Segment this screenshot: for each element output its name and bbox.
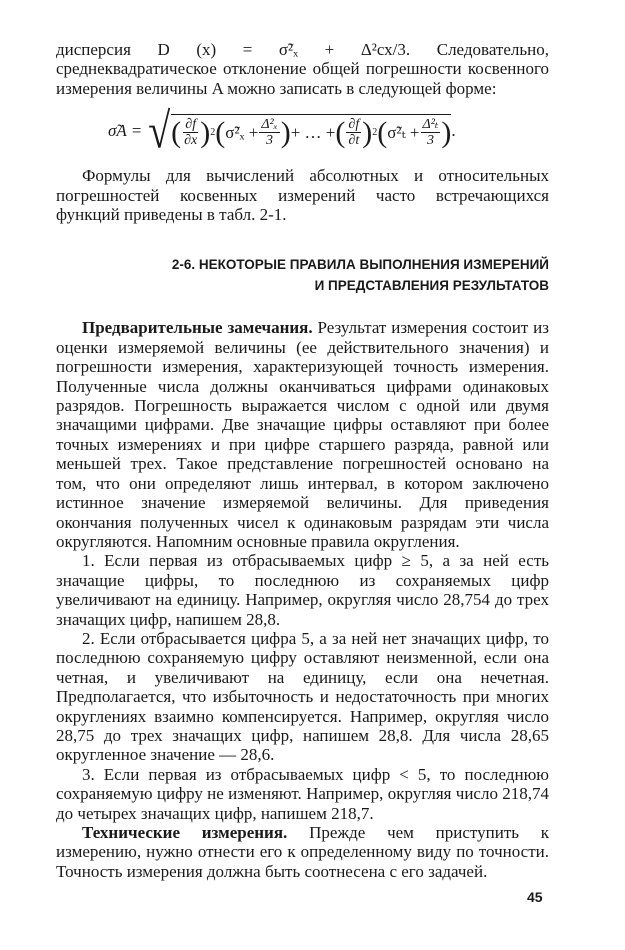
df-dx-fraction: $\frac{\partial f}{\partial x}$ [184,117,198,149]
section-heading [56,254,549,296]
formula-radicand: ( $\frac{\partial f}{\partial x}$ ) 2 ( σ̃²ₓ + $\frac{\text{Δ²ₓ}}{3}$ ) + … + ( $\frac{\partial f}{\partial t}$ ) 2 ( σ̃²ₜ + $\frac{\text{Δ²ₜ}}{3}$ ) [171,115,452,149]
formula-middle: + … + [290,122,336,142]
delta-x-fraction: $\frac{\text{Δ²ₓ}}{3}$ [261,117,278,149]
preliminary-text: Результат измерения состоит из оценки измеряемой величины (ее действительного значения) и погрешности измерения, характеризующей точность измерения. Полученные числа должны оканчиваться цифрами одинаковых разрядов. Погрешность выражается числом с одной или двумя значащими цифрами. Две значащие цифры оставляют при более точных измерениях и при цифре старшего разряда, равной или меньшей трех. Такое представление погрешностей основано на том, что они определяют лишь интервал, в котором заключено истинное значение измеряемой величины. Для приведения окончания полученных чисел к одинаковым разрядам эти числа округляются. Напомним основные правила округления. [56,318,549,551]
sqrt-symbol: √ [148,102,171,159]
rule-1: 1. Если первая из отбрасываемых цифр ≥ 5, а за ней есть значащие цифры, то последнюю из сохраняемых цифр увеличивают на единицу. Например, округляя число 28,754 до трех значащих цифр, напишем 28,8. [56,551,549,629]
intro-paragraph: дисперсия D (x) = σ̃²ₓ + Δ²сх/3. Следовательно, среднеквадратическое отклонение общей погрешности косвенного измерения величины A можно записать в следующей форме: [56,40,549,98]
rule-3: 3. Если первая из отбрасываемых цифр < 5, то последнюю сохраняемую цифру не изменяют. Например, округляя число 218,74 до четырех значащих цифр, напишем 218,7. [56,764,549,823]
sigma-formula [56,102,549,159]
preliminary-lead: Предварительные замечания. [82,318,313,338]
term-x-sigma: σ̃²ₓ + [225,122,259,142]
preliminary-paragraph [56,318,549,551]
page [56,40,549,881]
formula-end: . [451,121,456,141]
section-heading-line1: 2-6. НЕКОТОРЫЕ ПРАВИЛА ВЫПОЛНЕНИЯ ИЗМЕРЕНИЙ [171,257,549,273]
technical-text: Прежде чем приступить к измерению, нужно отнести его к определенному виду по точности. Точность измерения должна быть соотнесена с его задачей. [56,823,550,881]
section-heading-line2: И ПРЕДСТАВЛЕНИЯ РЕЗУЛЬТАТОВ [314,278,549,294]
term-t-sigma: σ̃²ₜ + [387,122,420,142]
technical-lead: Технические измерения. [82,823,288,842]
df-dt-fraction: $\frac{\partial f}{\partial t}$ [348,117,360,149]
formulas-note: Формулы для вычислений абсолютных и относительных погрешностей косвенных измерений часто встречающихся функций приведены в табл. 2-1. [56,166,549,225]
technical-paragraph [56,823,549,881]
delta-t-fraction: $\frac{\text{Δ²ₜ}}{3}$ [422,117,439,149]
page-number: 45 [527,889,543,905]
formula-lhs: σ̃A = [108,121,143,141]
rule-2: 2. Если отбрасывается цифра 5, а за ней нет значащих цифр, то последнюю сохраняемую цифру оставляют неизменной, если она четная, и увеличивают на единицу, если она нечетная. Предполагается, что избыточность и недостаточность при многих округлениях взаимно компенсируется. Например, округляя число 28,75 до трех значащих цифр, напишем 28,8. Для числа 28,65 округленное значение — 28,6. [56,628,549,765]
